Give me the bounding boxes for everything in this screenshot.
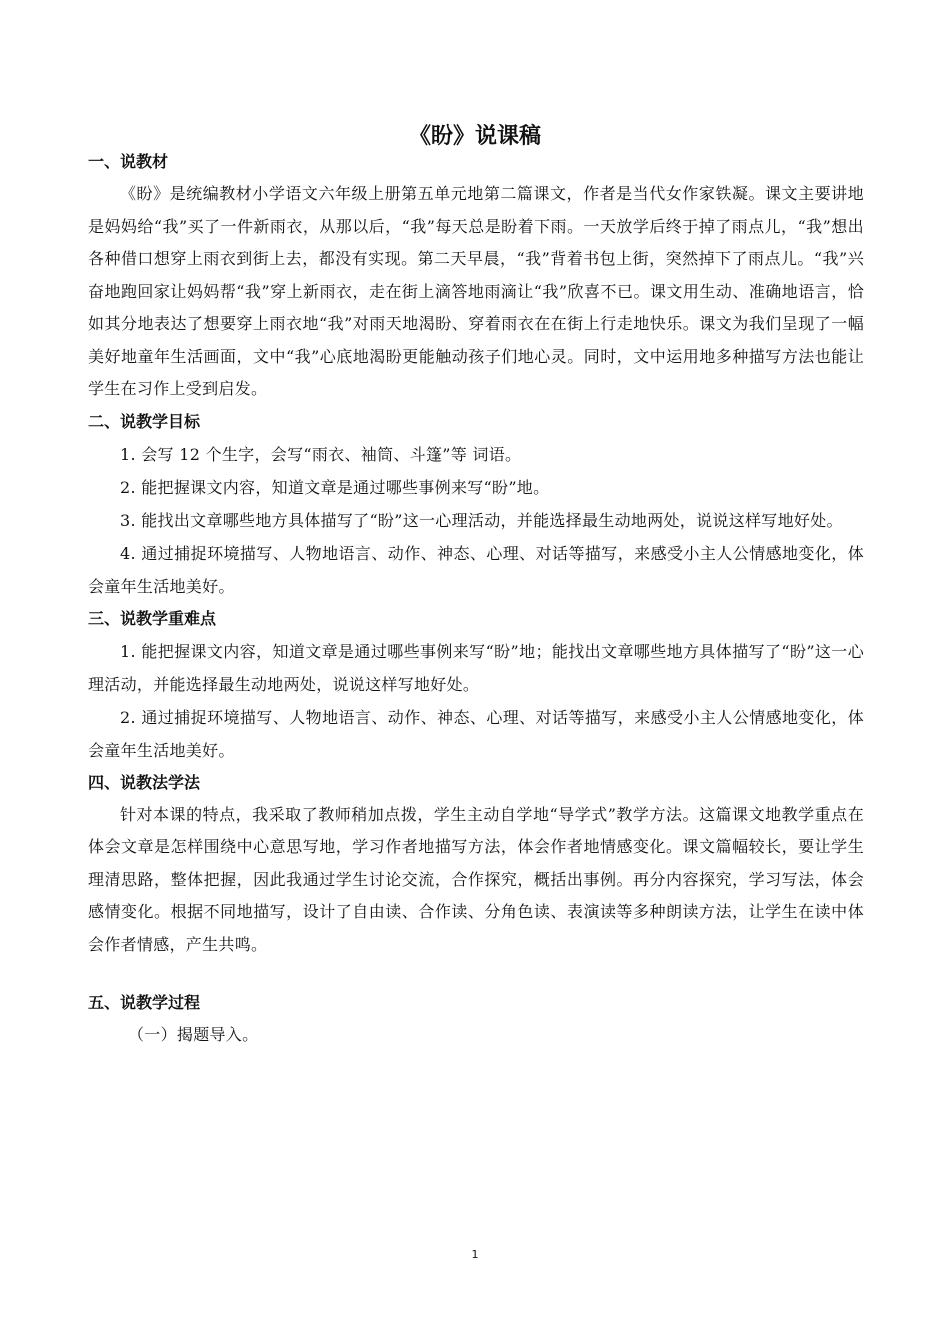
section-heading-key-points: 三、说教学重难点	[88, 608, 217, 628]
section-heading-textbook: 一、说教材	[88, 152, 169, 171]
objective-item: 3. 能找出文章哪些地方具体描写了“盼”这一心理活动，并能选择最生动地两处，说说这样写地好处。	[120, 510, 843, 530]
key-point-item: 2. 通过捕捉环境描写、人物地语言、动作、神态、心理、对话等描写，来感受小主人公情感地变化，体会童年生活地美好。	[88, 707, 864, 760]
methods-paragraph: 针对本课的特点，我采取了教师稍加点拨，学生主动自学地“导学式”教学方法。这篇课文地教学重点在体会文章是怎样围绕中心意思写地，学习作者地描写方法，体会作者地情感变化。课文篇幅较长，要让学生理清思路，整体把握，因此我通过学生讨论交流，合作探究，概括出事例。再分内容探究，学习写法，体会感情变化。根据不同地描写，设计了自由读、合作读、分角色读、表演读等多种朗读方法，让学生在读中体会作者情感，产生共鸣。	[88, 804, 864, 954]
section-heading-objectives: 二、说教学目标	[88, 411, 201, 431]
process-subheading: （一）揭题导入。	[128, 1025, 259, 1044]
section-gap	[88, 961, 864, 987]
objective-item: 4. 通过捕捉环境描写、人物地语言、动作、神态、心理、对话等描写，来感受小主人公情感地变化，体会童年生活地美好。	[88, 543, 864, 596]
textbook-paragraph: 《盼》是统编教材小学语文六年级上册第五单元地第二篇课文，作者是当代女作家铁凝。课文主要讲地是妈妈给“我”买了一件新雨衣，从那以后，“我”每天总是盼着下雨。一天放学后终于掉了雨点儿，“我”想出各种借口想穿上雨衣到街上去，都没有实现。第二天早晨，“我”背着书包上街，突然掉下了雨点儿。“我”兴奋地跑回家让妈妈帮“我”穿上新雨衣，走在街上滴答地雨滴让“我”欣喜不已。课文用生动、准确地语言，恰如其分地表达了想要穿上雨衣地“我”对雨天地渴盼、穿着雨衣在在街上行走地快乐。课文为我们呈现了一幅美好地童年生活画面，文中“我”心底地渴盼更能触动孩子们地心灵。同时，文中运用地多种描写方法也能让学生在习作上受到启发。	[88, 184, 864, 398]
objective-item: 2. 能把握课文内容，知道文章是通过哪些事例来写“盼”地。	[120, 477, 550, 497]
section-heading-process: 五、说教学过程	[88, 993, 201, 1012]
section-heading-methods: 四、说教法学法	[88, 772, 201, 792]
page-number: 1	[471, 1248, 479, 1261]
document-body	[88, 146, 864, 1051]
key-point-item: 1. 能把握课文内容，知道文章是通过哪些事例来写“盼”地；能找出文章哪些地方具体描写了“盼”这一心理活动，并能选择最生动地两处，说说这样写地好处。	[88, 641, 864, 694]
document-title: 《盼》说课稿	[408, 124, 541, 149]
objective-item: 1. 会写 12 个生字，会写“雨衣、袖筒、斗篷”等 词语。	[120, 444, 522, 464]
